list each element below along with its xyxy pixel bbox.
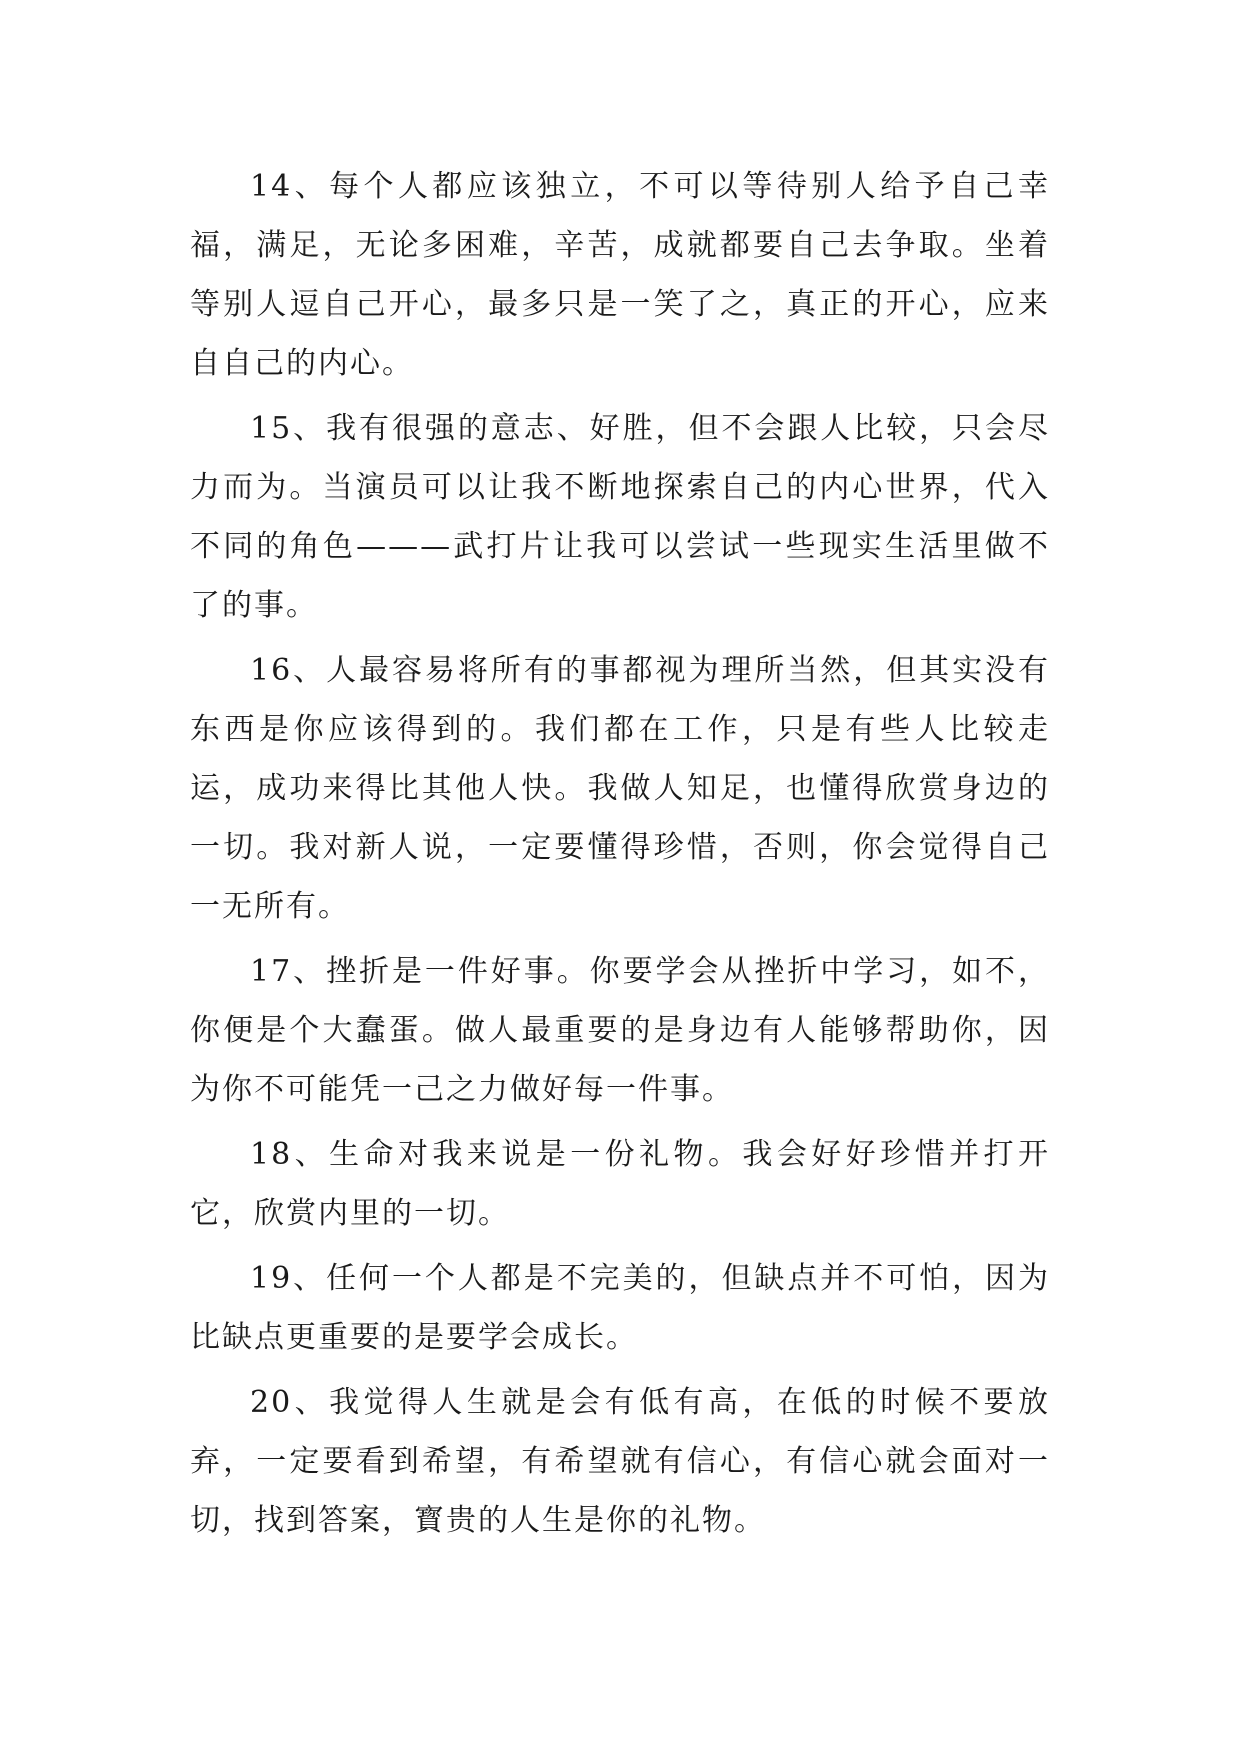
paragraph-20: 20、我觉得人生就是会有低有高，在低的时候不要放弃，一定要看到希望，有希望就有信心，有信心就会面对一切，找到答案，寳贵的人生是你的礼物。 [190, 1385, 1050, 1538]
paragraph-16: 16、人最容易将所有的事都视为理所当然，但其实没有东西是你应该得到的。我们都在工作，只是有些人比较走运，成功来得比其他人快。我做人知足，也懂得欣赏身边的一切。我对新人说，一定要懂得珍惜，否则，你会觉得自己一无所有。 [190, 653, 1050, 924]
paragraph-19: 19、任何一个人都是不完美的，但缺点并不可怕，因为比缺点更重要的是要学会成长。 [190, 1261, 1050, 1355]
paragraph-14: 14、每个人都应该独立，不可以等待别人给予自己幸福，满足，无论多困难，辛苦，成就都要自己去争取。坐着等别人逗自己开心，最多只是一笑了之，真正的开心，应来自自己的内心。 [190, 169, 1050, 381]
paragraph-15: 15、我有很强的意志、好胜，但不会跟人比较，只会尽力而为。当演员可以让我不断地探索自己的内心世界，代入不同的角色———武打片让我可以尝试一些现实生活里做不了的事。 [190, 411, 1050, 623]
paragraph-17: 17、挫折是一件好事。你要学会从挫折中学习，如不，你便是个大蠢蛋。做人最重要的是身边有人能够帮助你，因为你不可能凭一己之力做好每一件事。 [190, 954, 1050, 1107]
paragraph-18: 18、生命对我来说是一份礼物。我会好好珍惜并打开它，欣赏内里的一切。 [190, 1137, 1050, 1231]
document-body [190, 157, 1050, 1556]
